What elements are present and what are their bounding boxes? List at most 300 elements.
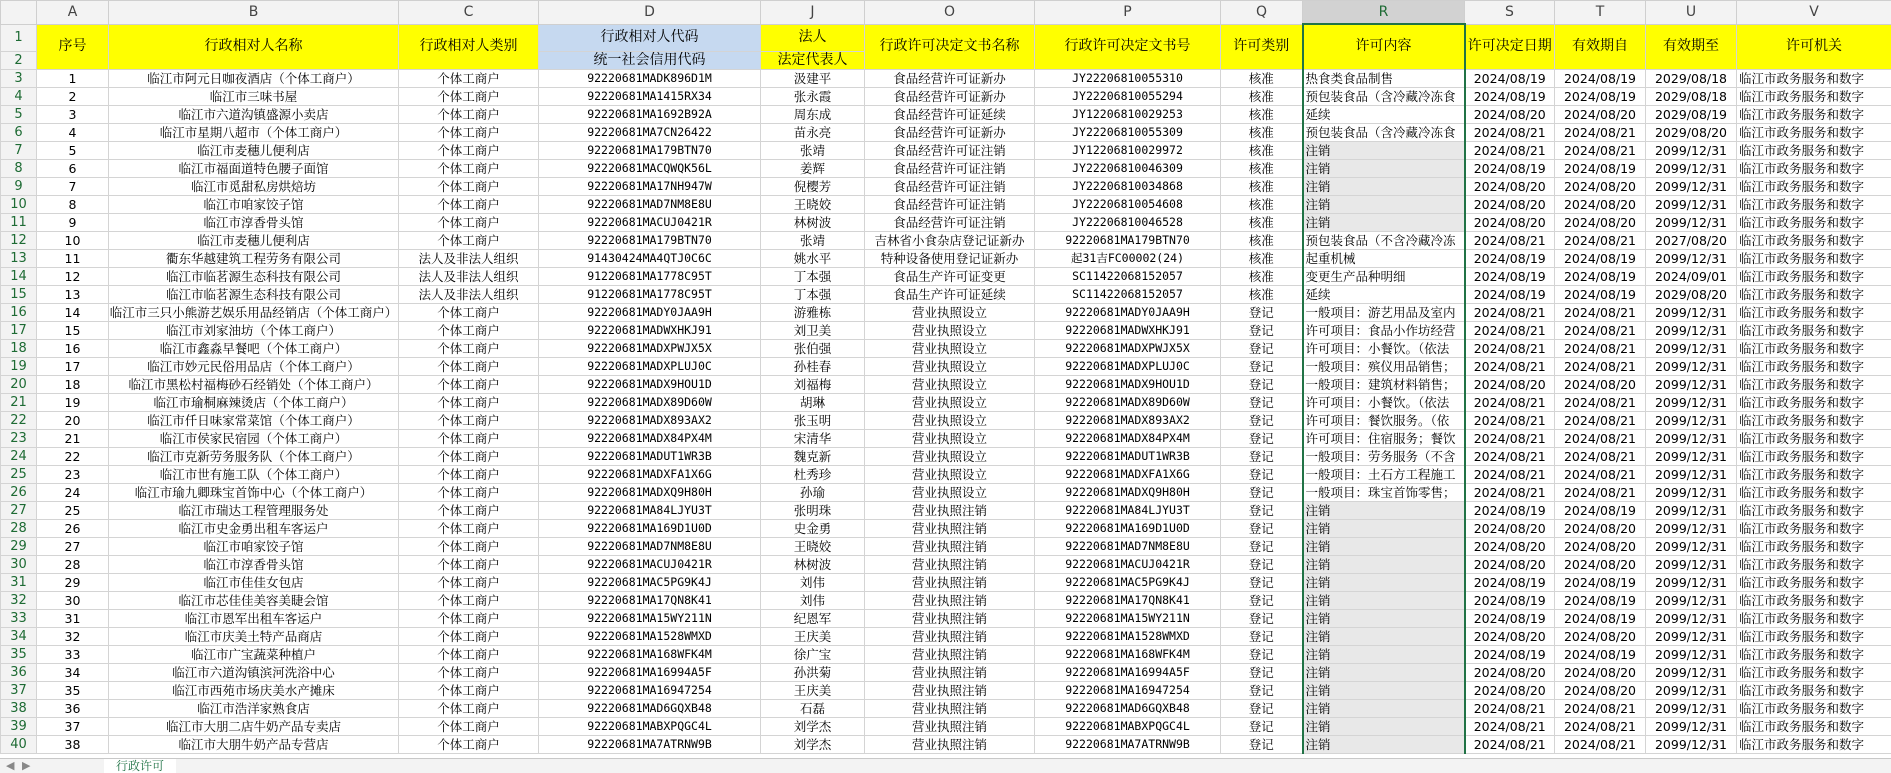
cell-permit-type[interactable]: 登记 <box>1221 483 1303 501</box>
cell-permit-type[interactable]: 登记 <box>1221 627 1303 645</box>
cell-legal[interactable]: 林树波 <box>761 213 865 231</box>
cell-valid-from[interactable]: 2024/08/19 <box>1555 501 1646 519</box>
cell-authority[interactable]: 临江市政务服务和数字 <box>1737 573 1891 591</box>
cell-code[interactable]: 92220681MADX84PX4M <box>539 429 761 447</box>
cell-content[interactable]: 延续 <box>1303 105 1465 123</box>
cell-content[interactable]: 注销 <box>1303 681 1465 699</box>
cell-content[interactable]: 注销 <box>1303 663 1465 681</box>
cell-authority[interactable]: 临江市政务服务和数字 <box>1737 681 1891 699</box>
column-header-j[interactable]: J <box>761 1 865 25</box>
cell-authority[interactable]: 临江市政务服务和数字 <box>1737 195 1891 213</box>
cell-legal[interactable]: 张伯强 <box>761 339 865 357</box>
cell-permit-type[interactable]: 登记 <box>1221 591 1303 609</box>
cell-permit-type[interactable]: 登记 <box>1221 699 1303 717</box>
cell-decision-date[interactable]: 2024/08/21 <box>1465 123 1555 141</box>
cell-name[interactable]: 临江市鑫淼早餐吧（个体工商户） <box>109 339 399 357</box>
cell-name[interactable]: 临江市福面道特色腰子面馆 <box>109 159 399 177</box>
cell-authority[interactable]: 临江市政务服务和数字 <box>1737 609 1891 627</box>
cell-code[interactable]: 92220681MAC5PG9K4J <box>539 573 761 591</box>
cell-name[interactable]: 临江市麦穗儿便利店 <box>109 141 399 159</box>
cell-valid-from[interactable]: 2024/08/19 <box>1555 645 1646 663</box>
cell-content[interactable]: 注销 <box>1303 609 1465 627</box>
cell-valid-to[interactable]: 2029/08/20 <box>1646 285 1737 303</box>
cell-code[interactable]: 92220681MA17NH947W <box>539 177 761 195</box>
header-decision-date[interactable]: 许可决定日期 <box>1465 24 1555 69</box>
cell-doc-no[interactable]: 92220681MADX9HOU1D <box>1035 375 1221 393</box>
cell-decision-date[interactable]: 2024/08/20 <box>1465 195 1555 213</box>
cell-code[interactable]: 92220681MACUJ0421R <box>539 213 761 231</box>
cell-content[interactable]: 注销 <box>1303 213 1465 231</box>
cell-legal[interactable]: 林树波 <box>761 555 865 573</box>
cell-authority[interactable]: 临江市政务服务和数字 <box>1737 375 1891 393</box>
cell-permit-type[interactable]: 登记 <box>1221 357 1303 375</box>
cell-doc-no[interactable]: 92220681MADX89D60W <box>1035 393 1221 411</box>
cell-name[interactable]: 临江市麦穗儿便利店 <box>109 231 399 249</box>
cell-code[interactable]: 92220681MA15WY211N <box>539 609 761 627</box>
cell-valid-from[interactable]: 2024/08/19 <box>1555 159 1646 177</box>
cell-valid-to[interactable]: 2099/12/31 <box>1646 735 1737 753</box>
cell-legal[interactable]: 张明珠 <box>761 501 865 519</box>
cell-valid-to[interactable]: 2029/08/18 <box>1646 87 1737 105</box>
cell-doc-no[interactable]: 92220681MAD7NM8E8U <box>1035 537 1221 555</box>
cell-valid-from[interactable]: 2024/08/20 <box>1555 213 1646 231</box>
cell-decision-date[interactable]: 2024/08/20 <box>1465 627 1555 645</box>
row-number[interactable]: 3 <box>1 69 37 87</box>
cell-authority[interactable]: 临江市政务服务和数字 <box>1737 303 1891 321</box>
cell-permit-type[interactable]: 核准 <box>1221 87 1303 105</box>
cell-doc-name[interactable]: 食品经营许可证新办 <box>865 123 1035 141</box>
cell-doc-no[interactable]: 92220681MACUJ0421R <box>1035 555 1221 573</box>
cell-type[interactable]: 个体工商户 <box>399 735 539 753</box>
row-number[interactable]: 33 <box>1 609 37 627</box>
cell-permit-type[interactable]: 登记 <box>1221 573 1303 591</box>
header-seq[interactable]: 序号 <box>37 24 109 69</box>
cell-valid-from[interactable]: 2024/08/19 <box>1555 69 1646 87</box>
cell-doc-no[interactable]: 92220681MAD6GQXB48 <box>1035 699 1221 717</box>
cell-doc-name[interactable]: 营业执照设立 <box>865 303 1035 321</box>
cell-type[interactable]: 个体工商户 <box>399 591 539 609</box>
row-number[interactable]: 25 <box>1 465 37 483</box>
row-number[interactable]: 2 <box>1 51 37 69</box>
cell-content[interactable]: 变更生产品种明细 <box>1303 267 1465 285</box>
cell-type[interactable]: 法人及非法人组织 <box>399 249 539 267</box>
cell-decision-date[interactable]: 2024/08/20 <box>1465 555 1555 573</box>
cell-permit-type[interactable]: 登记 <box>1221 393 1303 411</box>
cell-valid-from[interactable]: 2024/08/21 <box>1555 123 1646 141</box>
cell-content[interactable]: 预包装食品（含冷藏冷冻食 <box>1303 123 1465 141</box>
cell-doc-no[interactable]: 92220681MA16994A5F <box>1035 663 1221 681</box>
cell-authority[interactable]: 临江市政务服务和数字 <box>1737 123 1891 141</box>
column-header-d[interactable]: D <box>539 1 761 25</box>
cell-code[interactable]: 91430424MA4QTJ0C6C <box>539 249 761 267</box>
column-header-b[interactable]: B <box>109 1 399 25</box>
cell-code[interactable]: 92220681MA7ATRNW9B <box>539 735 761 753</box>
cell-permit-type[interactable]: 核准 <box>1221 231 1303 249</box>
cell-doc-no[interactable]: JY22206810046528 <box>1035 213 1221 231</box>
header-doc-name[interactable]: 行政许可决定文书名称 <box>865 24 1035 69</box>
row-number[interactable]: 30 <box>1 555 37 573</box>
cell-seq[interactable]: 26 <box>37 519 109 537</box>
cell-valid-to[interactable]: 2099/12/31 <box>1646 249 1737 267</box>
cell-valid-from[interactable]: 2024/08/21 <box>1555 231 1646 249</box>
cell-valid-to[interactable]: 2099/12/31 <box>1646 591 1737 609</box>
cell-content[interactable]: 一般项目：土石方工程施工 <box>1303 465 1465 483</box>
cell-decision-date[interactable]: 2024/08/19 <box>1465 609 1555 627</box>
cell-decision-date[interactable]: 2024/08/19 <box>1465 591 1555 609</box>
row-number[interactable]: 18 <box>1 339 37 357</box>
header-authority[interactable]: 许可机关 <box>1737 24 1891 69</box>
cell-legal[interactable]: 刘学杰 <box>761 735 865 753</box>
cell-type[interactable]: 个体工商户 <box>399 105 539 123</box>
cell-name[interactable]: 临江市浩洋家熟食店 <box>109 699 399 717</box>
cell-code[interactable]: 92220681MADXPWJX5X <box>539 339 761 357</box>
cell-type[interactable]: 个体工商户 <box>399 699 539 717</box>
cell-seq[interactable]: 15 <box>37 321 109 339</box>
cell-legal[interactable]: 王庆美 <box>761 681 865 699</box>
row-number[interactable]: 40 <box>1 735 37 753</box>
cell-valid-from[interactable]: 2024/08/20 <box>1555 537 1646 555</box>
cell-authority[interactable]: 临江市政务服务和数字 <box>1737 87 1891 105</box>
cell-code[interactable]: 92220681MADY0JAA9H <box>539 303 761 321</box>
cell-legal[interactable]: 丁本强 <box>761 285 865 303</box>
cell-legal[interactable]: 张玉明 <box>761 411 865 429</box>
cell-authority[interactable]: 临江市政务服务和数字 <box>1737 69 1891 87</box>
cell-code[interactable]: 92220681MA17QN8K41 <box>539 591 761 609</box>
cell-valid-from[interactable]: 2024/08/21 <box>1555 321 1646 339</box>
cell-decision-date[interactable]: 2024/08/19 <box>1465 69 1555 87</box>
cell-valid-to[interactable]: 2099/12/31 <box>1646 537 1737 555</box>
cell-content[interactable]: 注销 <box>1303 195 1465 213</box>
cell-code[interactable]: 92220681MA168WFK4M <box>539 645 761 663</box>
cell-legal[interactable]: 刘学杰 <box>761 717 865 735</box>
cell-code[interactable]: 92220681MADXFA1X6G <box>539 465 761 483</box>
cell-doc-name[interactable]: 营业执照注销 <box>865 537 1035 555</box>
cell-doc-name[interactable]: 特种设备使用登记证新办 <box>865 249 1035 267</box>
cell-doc-no[interactable]: 92220681MADY0JAA9H <box>1035 303 1221 321</box>
cell-name[interactable]: 临江市咱家饺子馆 <box>109 537 399 555</box>
cell-doc-no[interactable]: JY22206810034868 <box>1035 177 1221 195</box>
cell-doc-name[interactable]: 营业执照设立 <box>865 483 1035 501</box>
cell-seq[interactable]: 27 <box>37 537 109 555</box>
cell-type[interactable]: 个体工商户 <box>399 609 539 627</box>
cell-doc-no[interactable]: 92220681MA1528WMXD <box>1035 627 1221 645</box>
cell-valid-from[interactable]: 2024/08/21 <box>1555 393 1646 411</box>
cell-name[interactable]: 衢东华越建筑工程劳务有限公司 <box>109 249 399 267</box>
cell-decision-date[interactable]: 2024/08/21 <box>1465 465 1555 483</box>
cell-doc-no[interactable]: 92220681MA15WY211N <box>1035 609 1221 627</box>
row-number[interactable]: 8 <box>1 159 37 177</box>
cell-decision-date[interactable]: 2024/08/19 <box>1465 645 1555 663</box>
column-header-p[interactable]: P <box>1035 1 1221 25</box>
cell-code[interactable]: 92220681MACUJ0421R <box>539 555 761 573</box>
cell-name[interactable]: 临江市广宝蔬菜种植户 <box>109 645 399 663</box>
cell-doc-name[interactable]: 营业执照注销 <box>865 519 1035 537</box>
row-number[interactable]: 1 <box>1 24 37 51</box>
cell-legal[interactable]: 石磊 <box>761 699 865 717</box>
cell-seq[interactable]: 25 <box>37 501 109 519</box>
cell-authority[interactable]: 临江市政务服务和数字 <box>1737 663 1891 681</box>
cell-authority[interactable]: 临江市政务服务和数字 <box>1737 393 1891 411</box>
cell-seq[interactable]: 10 <box>37 231 109 249</box>
cell-doc-name[interactable]: 营业执照注销 <box>865 627 1035 645</box>
cell-type[interactable]: 法人及非法人组织 <box>399 267 539 285</box>
cell-seq[interactable]: 13 <box>37 285 109 303</box>
cell-authority[interactable]: 临江市政务服务和数字 <box>1737 555 1891 573</box>
cell-content[interactable]: 许可项目：小餐饮。（依法 <box>1303 393 1465 411</box>
row-number[interactable]: 7 <box>1 141 37 159</box>
cell-legal[interactable]: 孙瑜 <box>761 483 865 501</box>
cell-seq[interactable]: 28 <box>37 555 109 573</box>
cell-legal[interactable]: 张靖 <box>761 141 865 159</box>
cell-type[interactable]: 个体工商户 <box>399 663 539 681</box>
cell-doc-no[interactable]: 92220681MADX84PX4M <box>1035 429 1221 447</box>
cell-type[interactable]: 个体工商户 <box>399 411 539 429</box>
cell-code[interactable]: 92220681MAD6GQXB48 <box>539 699 761 717</box>
cell-type[interactable]: 个体工商户 <box>399 627 539 645</box>
cell-type[interactable]: 个体工商户 <box>399 87 539 105</box>
cell-legal[interactable]: 刘卫美 <box>761 321 865 339</box>
cell-doc-name[interactable]: 营业执照注销 <box>865 663 1035 681</box>
cell-seq[interactable]: 1 <box>37 69 109 87</box>
row-number[interactable]: 37 <box>1 681 37 699</box>
cell-name[interactable]: 临江市星期八超市（个体工商户） <box>109 123 399 141</box>
cell-name[interactable]: 临江市瑜九卿珠宝首饰中心（个体工商户） <box>109 483 399 501</box>
cell-type[interactable]: 个体工商户 <box>399 717 539 735</box>
cell-decision-date[interactable]: 2024/08/19 <box>1465 267 1555 285</box>
cell-type[interactable]: 个体工商户 <box>399 555 539 573</box>
cell-legal[interactable]: 张永霞 <box>761 87 865 105</box>
cell-doc-name[interactable]: 营业执照注销 <box>865 501 1035 519</box>
row-number[interactable]: 4 <box>1 87 37 105</box>
cell-valid-to[interactable]: 2099/12/31 <box>1646 303 1737 321</box>
cell-permit-type[interactable]: 核准 <box>1221 123 1303 141</box>
cell-doc-no[interactable]: 92220681MA7ATRNW9B <box>1035 735 1221 753</box>
cell-code[interactable]: 92220681MADXQ9H80H <box>539 483 761 501</box>
cell-doc-name[interactable]: 营业执照注销 <box>865 645 1035 663</box>
cell-code[interactable]: 92220681MADK896D1M <box>539 69 761 87</box>
cell-content[interactable]: 一般项目：游艺用品及室内 <box>1303 303 1465 321</box>
cell-valid-from[interactable]: 2024/08/21 <box>1555 411 1646 429</box>
cell-decision-date[interactable]: 2024/08/19 <box>1465 249 1555 267</box>
cell-name[interactable]: 临江市大朋二店牛奶产品专卖店 <box>109 717 399 735</box>
cell-seq[interactable]: 19 <box>37 393 109 411</box>
cell-permit-type[interactable]: 核准 <box>1221 177 1303 195</box>
cell-authority[interactable]: 临江市政务服务和数字 <box>1737 501 1891 519</box>
cell-seq[interactable]: 9 <box>37 213 109 231</box>
cell-code[interactable]: 92220681MAD7NM8E8U <box>539 537 761 555</box>
cell-decision-date[interactable]: 2024/08/21 <box>1465 321 1555 339</box>
cell-type[interactable]: 个体工商户 <box>399 519 539 537</box>
cell-content[interactable]: 注销 <box>1303 591 1465 609</box>
cell-doc-name[interactable]: 食品生产许可证延续 <box>865 285 1035 303</box>
cell-permit-type[interactable]: 核准 <box>1221 285 1303 303</box>
cell-permit-type[interactable]: 登记 <box>1221 663 1303 681</box>
cell-authority[interactable]: 临江市政务服务和数字 <box>1737 177 1891 195</box>
cell-name[interactable]: 临江市临茗源生态科技有限公司 <box>109 267 399 285</box>
cell-name[interactable]: 临江市瑞达工程管理服务处 <box>109 501 399 519</box>
cell-code[interactable]: 92220681MAD7NM8E8U <box>539 195 761 213</box>
cell-valid-from[interactable]: 2024/08/21 <box>1555 717 1646 735</box>
cell-decision-date[interactable]: 2024/08/20 <box>1465 177 1555 195</box>
cell-type[interactable]: 个体工商户 <box>399 483 539 501</box>
header-valid-from[interactable]: 有效期自 <box>1555 24 1646 69</box>
row-number[interactable]: 38 <box>1 699 37 717</box>
row-number[interactable]: 11 <box>1 213 37 231</box>
cell-doc-no[interactable]: 92220681MADXPLUJ0C <box>1035 357 1221 375</box>
cell-type[interactable]: 个体工商户 <box>399 303 539 321</box>
cell-type[interactable]: 个体工商户 <box>399 465 539 483</box>
cell-doc-no[interactable]: JY12206810029253 <box>1035 105 1221 123</box>
cell-decision-date[interactable]: 2024/08/21 <box>1465 141 1555 159</box>
header-type[interactable]: 行政相对人类别 <box>399 24 539 69</box>
cell-legal[interactable]: 刘伟 <box>761 591 865 609</box>
cell-authority[interactable]: 临江市政务服务和数字 <box>1737 537 1891 555</box>
cell-doc-no[interactable]: 92220681MA168WFK4M <box>1035 645 1221 663</box>
cell-code[interactable]: 92220681MABXPQGC4L <box>539 717 761 735</box>
cell-seq[interactable]: 7 <box>37 177 109 195</box>
cell-type[interactable]: 个体工商户 <box>399 195 539 213</box>
cell-legal[interactable]: 魏克新 <box>761 447 865 465</box>
cell-content[interactable]: 延续 <box>1303 285 1465 303</box>
cell-valid-to[interactable]: 2099/12/31 <box>1646 375 1737 393</box>
cell-legal[interactable]: 周东成 <box>761 105 865 123</box>
cell-valid-to[interactable]: 2099/12/31 <box>1646 447 1737 465</box>
cell-valid-to[interactable]: 2099/12/31 <box>1646 321 1737 339</box>
cell-type[interactable]: 个体工商户 <box>399 447 539 465</box>
cell-code[interactable]: 92220681MACQWQK56L <box>539 159 761 177</box>
cell-name[interactable]: 临江市淳香骨头馆 <box>109 213 399 231</box>
cell-authority[interactable]: 临江市政务服务和数字 <box>1737 249 1891 267</box>
cell-valid-from[interactable]: 2024/08/21 <box>1555 447 1646 465</box>
cell-permit-type[interactable]: 登记 <box>1221 501 1303 519</box>
cell-name[interactable]: 临江市西苑市场庆美水产摊床 <box>109 681 399 699</box>
cell-doc-name[interactable]: 营业执照注销 <box>865 699 1035 717</box>
cell-decision-date[interactable]: 2024/08/20 <box>1465 213 1555 231</box>
cell-seq[interactable]: 22 <box>37 447 109 465</box>
cell-valid-from[interactable]: 2024/08/20 <box>1555 375 1646 393</box>
cell-valid-to[interactable]: 2099/12/31 <box>1646 609 1737 627</box>
cell-doc-no[interactable]: JY22206810046309 <box>1035 159 1221 177</box>
cell-permit-type[interactable]: 核准 <box>1221 213 1303 231</box>
cell-seq[interactable]: 34 <box>37 663 109 681</box>
cell-content[interactable]: 注销 <box>1303 141 1465 159</box>
cell-type[interactable]: 个体工商户 <box>399 537 539 555</box>
cell-valid-to[interactable]: 2099/12/31 <box>1646 177 1737 195</box>
cell-permit-type[interactable]: 登记 <box>1221 321 1303 339</box>
cell-authority[interactable]: 临江市政务服务和数字 <box>1737 231 1891 249</box>
row-number[interactable]: 24 <box>1 447 37 465</box>
cell-valid-from[interactable]: 2024/08/20 <box>1555 681 1646 699</box>
cell-seq[interactable]: 38 <box>37 735 109 753</box>
cell-authority[interactable]: 临江市政务服务和数字 <box>1737 213 1891 231</box>
cell-doc-name[interactable]: 营业执照注销 <box>865 735 1035 753</box>
cell-type[interactable]: 个体工商户 <box>399 357 539 375</box>
cell-code[interactable]: 92220681MADX893AX2 <box>539 411 761 429</box>
row-number[interactable]: 15 <box>1 285 37 303</box>
cell-content[interactable]: 一般项目：殡仪用品销售； <box>1303 357 1465 375</box>
cell-name[interactable]: 临江市克新劳务服务队（个体工商户） <box>109 447 399 465</box>
cell-authority[interactable]: 临江市政务服务和数字 <box>1737 321 1891 339</box>
cell-valid-to[interactable]: 2099/12/31 <box>1646 555 1737 573</box>
cell-content[interactable]: 一般项目：建筑材料销售； <box>1303 375 1465 393</box>
cell-type[interactable]: 个体工商户 <box>399 375 539 393</box>
cell-content[interactable]: 注销 <box>1303 573 1465 591</box>
cell-content[interactable]: 许可项目：住宿服务；餐饮 <box>1303 429 1465 447</box>
cell-authority[interactable]: 临江市政务服务和数字 <box>1737 465 1891 483</box>
row-number[interactable]: 26 <box>1 483 37 501</box>
cell-code[interactable]: 92220681MA16994A5F <box>539 663 761 681</box>
cell-seq[interactable]: 20 <box>37 411 109 429</box>
cell-authority[interactable]: 临江市政务服务和数字 <box>1737 699 1891 717</box>
cell-content[interactable]: 一般项目：劳务服务（不含 <box>1303 447 1465 465</box>
select-all-corner[interactable] <box>1 1 37 25</box>
cell-type[interactable]: 个体工商户 <box>399 177 539 195</box>
cell-code[interactable]: 91220681MA1778C95T <box>539 267 761 285</box>
cell-doc-no[interactable]: 92220681MA17QN8K41 <box>1035 591 1221 609</box>
cell-decision-date[interactable]: 2024/08/20 <box>1465 375 1555 393</box>
cell-seq[interactable]: 14 <box>37 303 109 321</box>
cell-valid-to[interactable]: 2099/12/31 <box>1646 159 1737 177</box>
cell-type[interactable]: 个体工商户 <box>399 69 539 87</box>
cell-valid-from[interactable]: 2024/08/21 <box>1555 465 1646 483</box>
cell-valid-to[interactable]: 2099/12/31 <box>1646 393 1737 411</box>
cell-doc-no[interactable]: JY22206810055310 <box>1035 69 1221 87</box>
cell-valid-to[interactable]: 2027/08/20 <box>1646 231 1737 249</box>
cell-legal[interactable]: 丁本强 <box>761 267 865 285</box>
cell-doc-no[interactable]: 92220681MAC5PG9K4J <box>1035 573 1221 591</box>
row-number[interactable]: 6 <box>1 123 37 141</box>
cell-valid-to[interactable]: 2099/12/31 <box>1646 339 1737 357</box>
cell-permit-type[interactable]: 登记 <box>1221 681 1303 699</box>
cell-valid-from[interactable]: 2024/08/19 <box>1555 87 1646 105</box>
cell-authority[interactable]: 临江市政务服务和数字 <box>1737 267 1891 285</box>
cell-authority[interactable]: 临江市政务服务和数字 <box>1737 105 1891 123</box>
row-number[interactable]: 36 <box>1 663 37 681</box>
cell-doc-no[interactable]: 92220681MA179BTN70 <box>1035 231 1221 249</box>
cell-permit-type[interactable]: 登记 <box>1221 411 1303 429</box>
cell-authority[interactable]: 临江市政务服务和数字 <box>1737 717 1891 735</box>
cell-valid-from[interactable]: 2024/08/21 <box>1555 699 1646 717</box>
column-header-r[interactable]: R <box>1303 1 1465 25</box>
cell-code[interactable]: 92220681MA1415RX34 <box>539 87 761 105</box>
row-number[interactable]: 13 <box>1 249 37 267</box>
cell-permit-type[interactable]: 核准 <box>1221 195 1303 213</box>
cell-decision-date[interactable]: 2024/08/20 <box>1465 663 1555 681</box>
cell-permit-type[interactable]: 登记 <box>1221 519 1303 537</box>
cell-doc-no[interactable]: 起31吉FC00002(24) <box>1035 249 1221 267</box>
cell-decision-date[interactable]: 2024/08/21 <box>1465 429 1555 447</box>
row-number[interactable]: 5 <box>1 105 37 123</box>
row-number[interactable]: 19 <box>1 357 37 375</box>
cell-content[interactable]: 注销 <box>1303 519 1465 537</box>
cell-authority[interactable]: 临江市政务服务和数字 <box>1737 447 1891 465</box>
cell-valid-from[interactable]: 2024/08/21 <box>1555 303 1646 321</box>
cell-legal[interactable]: 胡琳 <box>761 393 865 411</box>
cell-doc-name[interactable]: 营业执照注销 <box>865 573 1035 591</box>
cell-authority[interactable]: 临江市政务服务和数字 <box>1737 339 1891 357</box>
cell-name[interactable]: 临江市淳香骨头馆 <box>109 555 399 573</box>
cell-content[interactable]: 注销 <box>1303 717 1465 735</box>
cell-valid-to[interactable]: 2099/12/31 <box>1646 411 1737 429</box>
cell-valid-to[interactable]: 2029/08/20 <box>1646 123 1737 141</box>
cell-type[interactable]: 个体工商户 <box>399 393 539 411</box>
cell-content[interactable]: 起重机械 <box>1303 249 1465 267</box>
cell-content[interactable]: 预包装食品（不含冷藏冷冻 <box>1303 231 1465 249</box>
cell-decision-date[interactable]: 2024/08/21 <box>1465 303 1555 321</box>
row-number[interactable]: 32 <box>1 591 37 609</box>
cell-doc-name[interactable]: 食品经营许可证注销 <box>865 141 1035 159</box>
cell-permit-type[interactable]: 登记 <box>1221 465 1303 483</box>
